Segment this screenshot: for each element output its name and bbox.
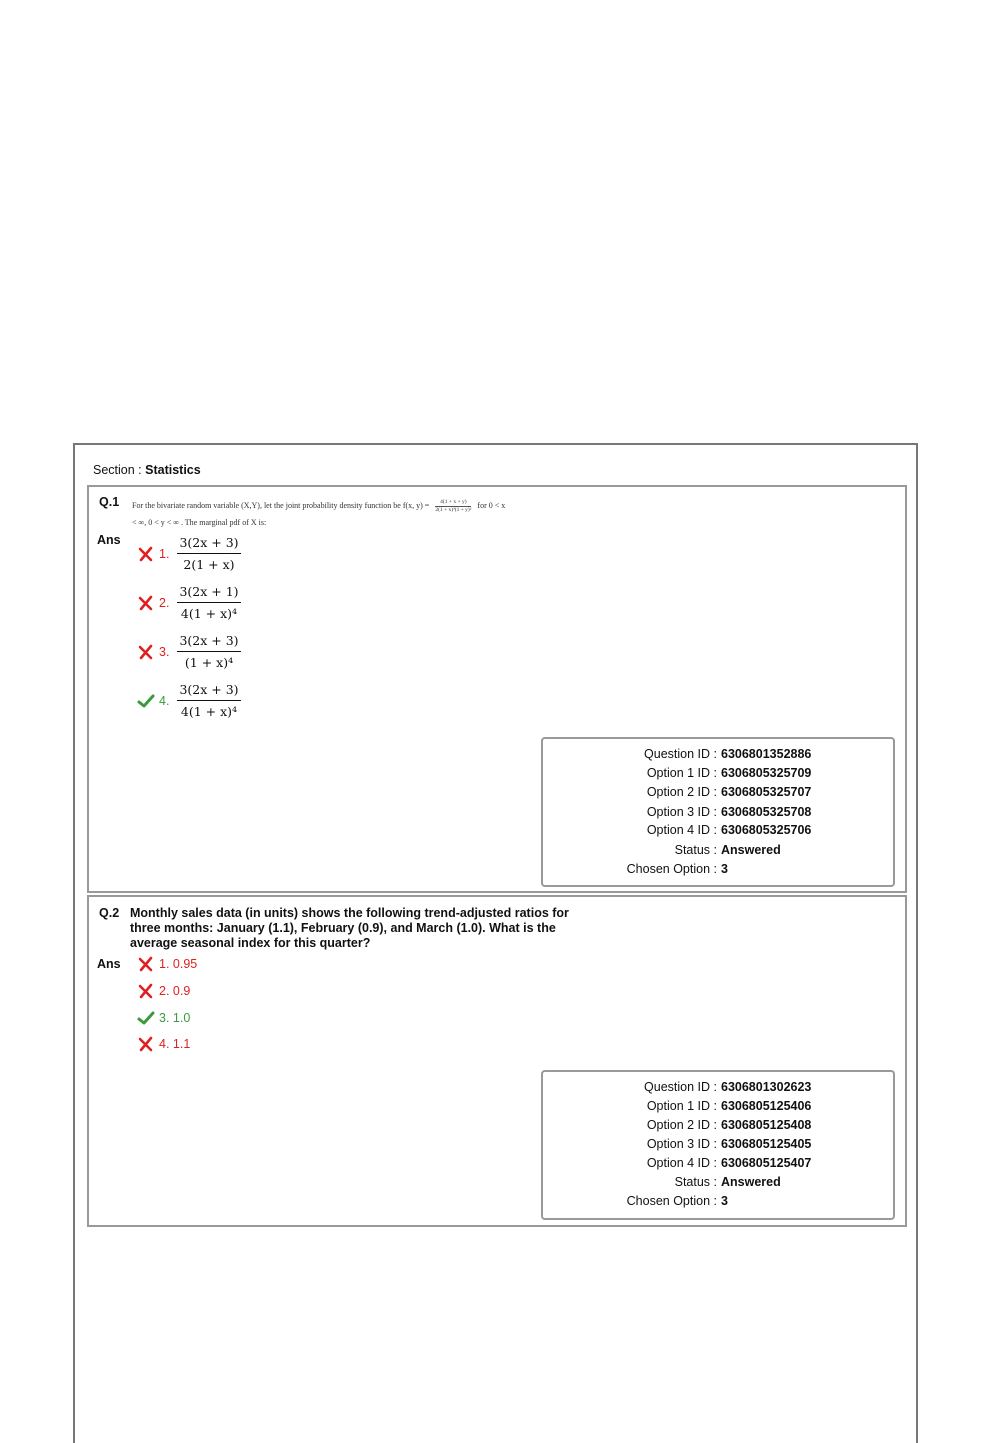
chosen-option-row (543, 1194, 893, 1212)
answer-option-2 (137, 983, 190, 999)
option-fraction (177, 633, 240, 670)
meta-value: 6306805125408 (721, 1118, 812, 1132)
option-denominator: 4(1 + x)⁴ (180, 606, 238, 621)
option-denominator: 2(1 + x) (183, 557, 235, 572)
option-number: 4. (159, 693, 170, 708)
section-header (93, 463, 201, 477)
option-fraction (177, 535, 240, 572)
meta-label: Option 1 ID : (646, 1099, 717, 1113)
cross-mark-icon (137, 595, 155, 611)
answer-option-3 (137, 1010, 190, 1026)
option-numerator: 3(2x + 3) (177, 682, 240, 701)
meta-label: Option 1 ID : (646, 766, 717, 780)
section-label: Section : (93, 463, 142, 477)
meta-value: 3 (721, 862, 728, 876)
option-denominator: (1 + x)⁴ (184, 655, 234, 670)
option1-id-row (543, 1099, 893, 1117)
status-row (543, 1175, 893, 1193)
answer-label: Ans (97, 957, 121, 971)
option-label: 4. 1.1 (159, 1037, 191, 1051)
meta-value: 6306801352886 (721, 747, 812, 761)
option-fraction (177, 682, 240, 719)
question-text: Monthly sales data (in units) shows the following trend-adjusted ratios for three months: January (1.1), February (0.9), and March (1.0). What is the average seasonal index for this quarter? (130, 906, 569, 950)
question-number: Q.2 (99, 906, 120, 920)
meta-label: Question ID : (644, 747, 717, 761)
option3-id-row (543, 805, 893, 823)
meta-label: Option 4 ID : (646, 823, 717, 837)
question-text-line1: For the bivariate random variable (X,Y), let the joint probability density function be f(x, y) = (132, 501, 430, 510)
question-number: Q.1 (99, 495, 120, 509)
meta-value: 6306805325708 (721, 805, 812, 819)
question-text (132, 497, 612, 531)
answer-option-1 (137, 956, 197, 972)
meta-value: 6306805325707 (721, 785, 812, 799)
option-denominator: 4(1 + x)⁴ (180, 704, 238, 719)
answer-option-3 (137, 633, 241, 670)
answer-label: Ans (97, 533, 121, 547)
meta-label: Option 4 ID : (646, 1156, 717, 1170)
meta-label: Option 2 ID : (646, 1118, 717, 1132)
meta-value: 6306801302623 (721, 1080, 812, 1094)
meta-value: Answered (721, 1175, 781, 1189)
question-meta-box (541, 1070, 895, 1220)
cross-mark-icon (137, 546, 155, 562)
meta-value: Answered (721, 843, 781, 857)
check-mark-icon (137, 1010, 155, 1026)
option-number: 2. (159, 595, 170, 610)
option2-id-row (543, 1118, 893, 1136)
question-id-row (543, 747, 893, 765)
question-text-line2: < ∞, 0 < y < ∞ . The marginal pdf of X is: (132, 518, 267, 527)
meta-label: Question ID : (644, 1080, 717, 1094)
option4-id-row (543, 1156, 893, 1174)
meta-value: 6306805325706 (721, 823, 812, 837)
cross-mark-icon (137, 983, 155, 999)
meta-label: Option 3 ID : (646, 1137, 717, 1151)
option2-id-row (543, 785, 893, 803)
meta-value: 6306805125406 (721, 1099, 812, 1113)
status-row (543, 843, 893, 861)
option-label: 2. 0.9 (159, 984, 191, 998)
density-fraction (435, 499, 471, 514)
option-numerator: 3(2x + 3) (177, 535, 240, 554)
density-fraction-denominator: 2(1 + x)³(1 + y)² (435, 506, 472, 513)
answer-option-1 (137, 535, 241, 572)
option-label: 3. 1.0 (159, 1011, 191, 1025)
option1-id-row (543, 766, 893, 784)
meta-label: Status : (674, 843, 717, 857)
meta-label: Chosen Option : (626, 862, 717, 876)
option-label: 1. 0.95 (159, 957, 198, 971)
cross-mark-icon (137, 1036, 155, 1052)
question-text-tail: for 0 < x (477, 501, 506, 510)
meta-label: Option 2 ID : (646, 785, 717, 799)
meta-value: 6306805325709 (721, 766, 812, 780)
meta-value: 6306805125405 (721, 1137, 812, 1151)
meta-label: Chosen Option : (626, 1194, 717, 1208)
cross-mark-icon (137, 644, 155, 660)
density-fraction-numerator: 4(1 + x + y) (435, 499, 471, 507)
cross-mark-icon (137, 956, 155, 972)
meta-value: 6306805125407 (721, 1156, 812, 1170)
option-fraction (177, 584, 240, 621)
meta-value: 3 (721, 1194, 728, 1208)
answer-option-4 (137, 1036, 190, 1052)
answer-option-4 (137, 682, 241, 719)
section-name: Statistics (145, 463, 201, 477)
question-meta-box (541, 737, 895, 887)
chosen-option-row (543, 862, 893, 880)
option-number: 1. (159, 546, 170, 561)
question-card-2 (87, 895, 907, 1227)
response-sheet-panel (73, 443, 918, 1443)
option-number: 3. (159, 644, 170, 659)
option4-id-row (543, 823, 893, 841)
option3-id-row (543, 1137, 893, 1155)
question-card-1 (87, 485, 907, 893)
meta-label: Option 3 ID : (646, 805, 717, 819)
option-numerator: 3(2x + 1) (177, 584, 240, 603)
option-numerator: 3(2x + 3) (177, 633, 240, 652)
meta-label: Status : (674, 1175, 717, 1189)
check-mark-icon (137, 693, 155, 709)
answer-option-2 (137, 584, 241, 621)
question-id-row (543, 1080, 893, 1098)
